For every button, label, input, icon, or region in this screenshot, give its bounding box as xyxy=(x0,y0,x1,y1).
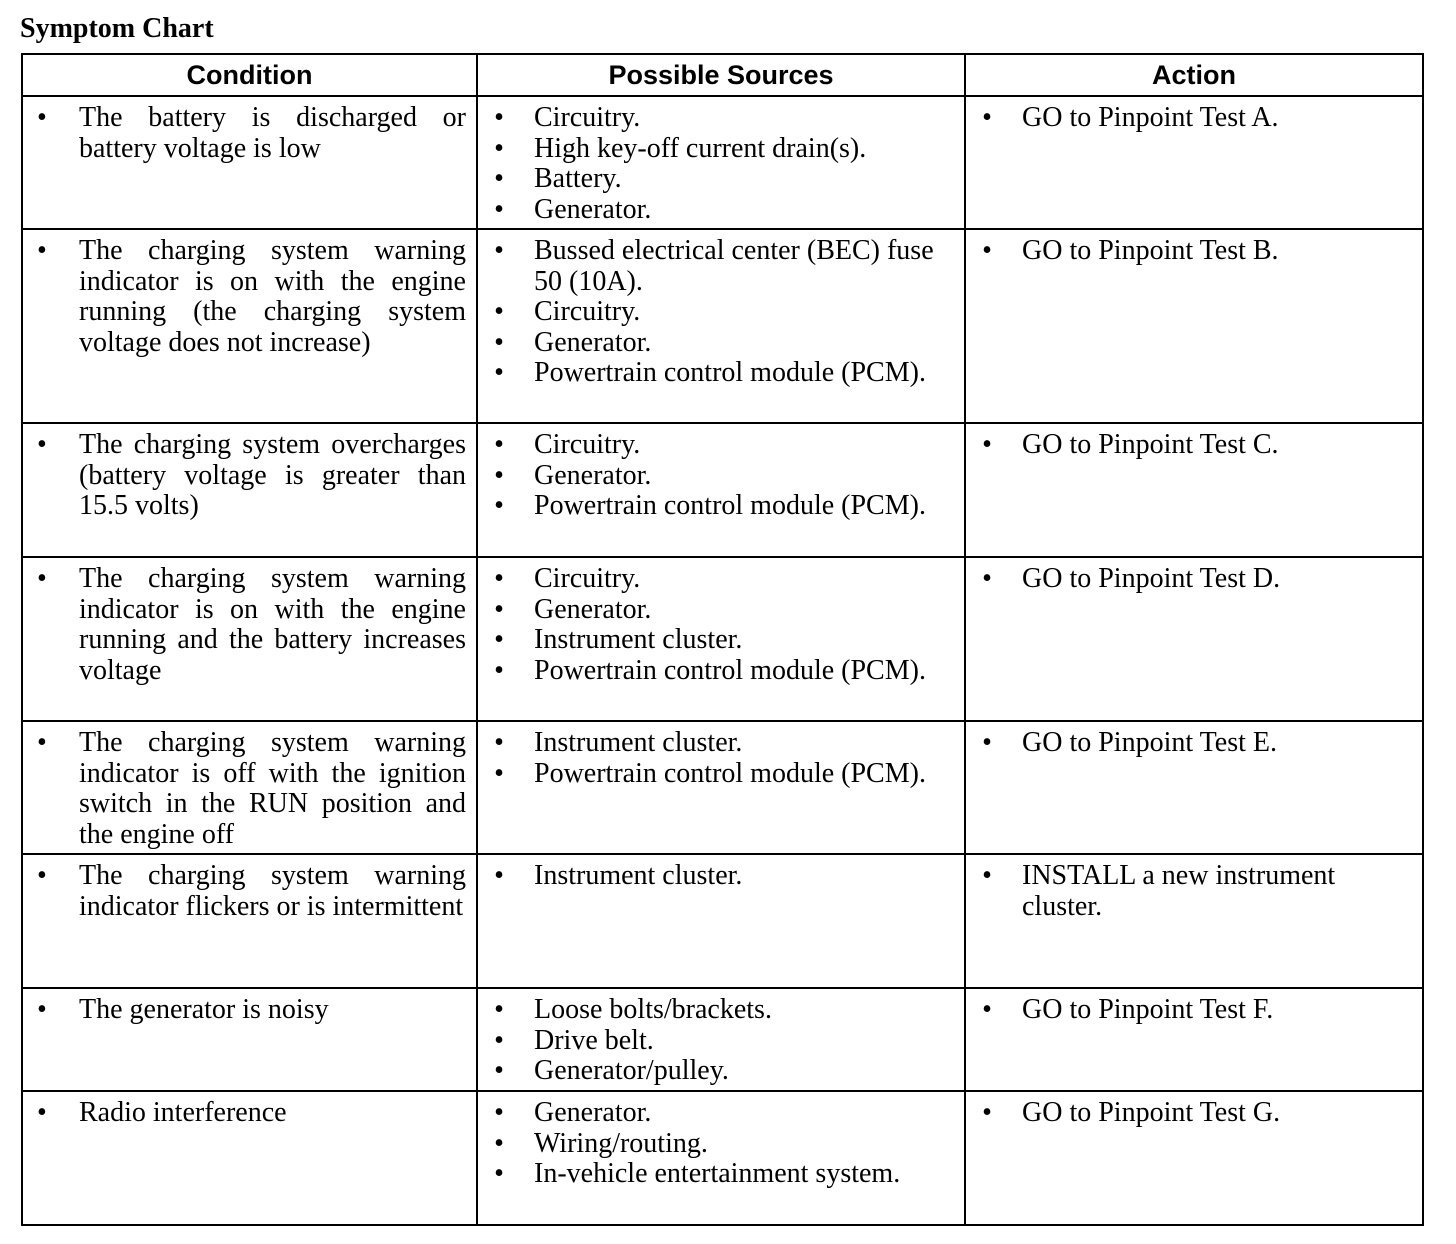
action-cell xyxy=(965,229,1423,423)
list-item xyxy=(478,564,964,595)
bullet-list xyxy=(478,230,964,389)
condition-cell xyxy=(22,1091,477,1225)
list-item-text: The charging system warning indicator is on with the engine running (the charging system voltage does not increase) xyxy=(79,235,466,358)
list-item xyxy=(478,236,964,297)
list-item-text: GO to Pinpoint Test F. xyxy=(1022,994,1274,1025)
table-row xyxy=(22,557,1423,721)
bullet-icon: • xyxy=(494,727,504,758)
list-item-text: The charging system warning indicator is on with the engine running and the battery increases voltage xyxy=(79,563,466,686)
symptom-chart-table xyxy=(21,53,1424,1226)
table-row xyxy=(22,988,1423,1091)
bullet-icon: • xyxy=(37,727,47,758)
condition-cell xyxy=(22,557,477,721)
action-cell xyxy=(965,988,1423,1091)
bullet-list xyxy=(966,989,1422,1026)
list-item-text: INSTALL a new instrument cluster. xyxy=(1022,860,1336,922)
bullet-icon: • xyxy=(494,429,504,460)
bullet-icon: • xyxy=(982,563,992,594)
list-item xyxy=(23,1098,476,1129)
list-item-text: Circuitry. xyxy=(534,429,641,460)
list-item xyxy=(478,195,964,226)
bullet-icon: • xyxy=(982,429,992,460)
list-item xyxy=(966,1098,1422,1129)
bullet-icon: • xyxy=(494,757,504,789)
list-item xyxy=(478,1026,964,1057)
list-item-text: Bussed electrical center (BEC) fuse 50 (10A). xyxy=(534,235,934,297)
list-item xyxy=(478,328,964,359)
list-item xyxy=(23,430,476,522)
list-item xyxy=(966,861,1422,922)
list-item xyxy=(23,995,476,1026)
list-item xyxy=(478,491,964,522)
bullet-icon: • xyxy=(982,994,992,1025)
action-cell xyxy=(965,557,1423,721)
list-item-text: Generator. xyxy=(534,1097,652,1128)
possible-sources-cell xyxy=(477,988,965,1091)
list-item-text: Generator. xyxy=(534,193,652,225)
bullet-list xyxy=(966,558,1422,595)
bullet-icon: • xyxy=(494,490,504,521)
bullet-list xyxy=(966,424,1422,461)
list-item-text: GO to Pinpoint Test E. xyxy=(1022,727,1277,758)
list-item xyxy=(478,656,964,687)
bullet-list xyxy=(23,989,476,1026)
bullet-list xyxy=(478,558,964,686)
bullet-icon: • xyxy=(494,1024,504,1056)
column-header-action: Action xyxy=(965,54,1423,96)
list-item-text: Radio interference xyxy=(79,1097,287,1128)
condition-cell xyxy=(22,721,477,854)
list-item-text: Generator. xyxy=(534,459,652,491)
list-item xyxy=(478,1159,964,1190)
list-item xyxy=(966,728,1422,759)
list-item-text: GO to Pinpoint Test A. xyxy=(1022,102,1279,133)
table-row xyxy=(22,96,1423,229)
list-item xyxy=(478,995,964,1026)
condition-cell xyxy=(22,988,477,1091)
bullet-icon: • xyxy=(494,1158,504,1189)
list-item xyxy=(23,861,476,922)
list-item xyxy=(478,728,964,759)
list-item xyxy=(478,103,964,134)
bullet-icon: • xyxy=(494,624,504,655)
list-item-text: The generator is noisy xyxy=(79,994,329,1025)
list-item-text: High key-off current drain(s). xyxy=(534,132,867,164)
bullet-list xyxy=(478,855,964,892)
list-item-text: Loose bolts/brackets. xyxy=(534,994,772,1025)
bullet-icon: • xyxy=(494,357,504,388)
action-cell xyxy=(965,721,1423,854)
list-item-text: Circuitry. xyxy=(534,102,641,133)
bullet-icon: • xyxy=(494,563,504,594)
list-item xyxy=(478,1098,964,1129)
bullet-list xyxy=(478,424,964,522)
bullet-icon: • xyxy=(37,994,47,1025)
bullet-icon: • xyxy=(494,860,504,891)
bullet-icon: • xyxy=(494,326,504,358)
header-row xyxy=(22,54,1423,96)
bullet-list xyxy=(966,855,1422,922)
bullet-list xyxy=(23,855,476,922)
page-title: Symptom Chart xyxy=(20,13,214,44)
bullet-list xyxy=(23,424,476,522)
list-item xyxy=(478,1056,964,1087)
bullet-icon: • xyxy=(982,727,992,758)
bullet-list xyxy=(478,722,964,789)
list-item-text: In-vehicle entertainment system. xyxy=(534,1158,901,1189)
possible-sources-cell xyxy=(477,1091,965,1225)
list-item-text: Instrument cluster. xyxy=(534,860,743,891)
bullet-icon: • xyxy=(494,593,504,625)
bullet-icon: • xyxy=(982,102,992,133)
bullet-icon: • xyxy=(494,235,504,266)
bullet-icon: • xyxy=(37,102,47,133)
bullet-icon: • xyxy=(37,429,47,460)
list-item-text: GO to Pinpoint Test D. xyxy=(1022,563,1281,594)
list-item xyxy=(478,1129,964,1160)
possible-sources-cell xyxy=(477,854,965,988)
bullet-icon: • xyxy=(494,1055,504,1086)
bullet-list xyxy=(23,1092,476,1129)
bullet-icon: • xyxy=(494,132,504,164)
bullet-icon: • xyxy=(494,1127,504,1159)
bullet-icon: • xyxy=(494,163,504,194)
list-item-text: Instrument cluster. xyxy=(534,727,743,758)
list-item-text: The charging system overcharges (battery voltage is greater than 15.5 volts) xyxy=(79,429,466,521)
action-cell xyxy=(965,96,1423,229)
table-row xyxy=(22,1091,1423,1225)
list-item xyxy=(478,461,964,492)
list-item-text: GO to Pinpoint Test B. xyxy=(1022,235,1279,266)
bullet-icon: • xyxy=(494,1097,504,1128)
bullet-list xyxy=(966,97,1422,134)
list-item xyxy=(478,595,964,626)
list-item-text: Generator/pulley. xyxy=(534,1055,729,1086)
possible-sources-cell xyxy=(477,557,965,721)
bullet-list xyxy=(23,722,476,850)
action-cell xyxy=(965,854,1423,988)
list-item-text: The charging system warning indicator is off with the ignition switch in the RUN position and the engine off xyxy=(79,727,466,850)
bullet-icon: • xyxy=(494,994,504,1025)
list-item xyxy=(478,164,964,195)
table-row xyxy=(22,229,1423,423)
possible-sources-cell xyxy=(477,721,965,854)
bullet-list xyxy=(23,230,476,358)
list-item-text: Circuitry. xyxy=(534,296,641,327)
bullet-list xyxy=(478,1092,964,1190)
condition-cell xyxy=(22,423,477,557)
bullet-icon: • xyxy=(982,860,992,891)
condition-cell xyxy=(22,854,477,988)
list-item-text: Powertrain control module (PCM). xyxy=(534,757,926,789)
possible-sources-cell xyxy=(477,423,965,557)
action-cell xyxy=(965,1091,1423,1225)
bullet-list xyxy=(966,722,1422,759)
list-item xyxy=(23,564,476,686)
condition-cell xyxy=(22,229,477,423)
bullet-icon: • xyxy=(37,563,47,594)
list-item-text: Powertrain control module (PCM). xyxy=(534,357,926,388)
bullet-icon: • xyxy=(494,193,504,225)
list-item-text: Drive belt. xyxy=(534,1024,654,1056)
list-item-text: Wiring/routing. xyxy=(534,1127,708,1159)
list-item xyxy=(478,134,964,165)
list-item-text: Powertrain control module (PCM). xyxy=(534,654,926,686)
bullet-icon: • xyxy=(37,235,47,266)
list-item xyxy=(966,430,1422,461)
bullet-icon: • xyxy=(37,1097,47,1128)
bullet-list xyxy=(23,558,476,686)
list-item-text: The charging system warning indicator flickers or is intermittent xyxy=(79,860,466,922)
list-item-text: GO to Pinpoint Test G. xyxy=(1022,1097,1281,1128)
bullet-icon: • xyxy=(982,235,992,266)
table-body xyxy=(22,96,1423,1225)
list-item-text: Battery. xyxy=(534,163,622,194)
action-cell xyxy=(965,423,1423,557)
list-item xyxy=(478,861,964,892)
bullet-list xyxy=(23,97,476,164)
list-item xyxy=(966,564,1422,595)
table-row xyxy=(22,423,1423,557)
list-item-text: Generator. xyxy=(534,593,652,625)
list-item xyxy=(478,297,964,328)
list-item xyxy=(23,103,476,164)
table-row xyxy=(22,854,1423,988)
column-header-possible-sources: Possible Sources xyxy=(477,54,965,96)
bullet-list xyxy=(966,1092,1422,1129)
bullet-list xyxy=(966,230,1422,267)
bullet-icon: • xyxy=(494,102,504,133)
table-row xyxy=(22,721,1423,854)
list-item xyxy=(478,358,964,389)
list-item xyxy=(966,995,1422,1026)
list-item xyxy=(23,728,476,850)
bullet-list xyxy=(478,97,964,225)
list-item-text: Generator. xyxy=(534,326,652,358)
bullet-icon: • xyxy=(494,654,504,686)
bullet-list xyxy=(478,989,964,1087)
bullet-icon: • xyxy=(494,296,504,327)
possible-sources-cell xyxy=(477,96,965,229)
list-item xyxy=(966,103,1422,134)
possible-sources-cell xyxy=(477,229,965,423)
list-item xyxy=(478,759,964,790)
list-item-text: Circuitry. xyxy=(534,563,641,594)
list-item-text: The battery is discharged or battery voltage is low xyxy=(79,102,466,164)
list-item-text: GO to Pinpoint Test C. xyxy=(1022,429,1279,460)
column-header-condition: Condition xyxy=(22,54,477,96)
bullet-icon: • xyxy=(494,459,504,491)
list-item-text: Instrument cluster. xyxy=(534,624,743,655)
list-item xyxy=(23,236,476,358)
bullet-icon: • xyxy=(982,1097,992,1128)
condition-cell xyxy=(22,96,477,229)
list-item-text: Powertrain control module (PCM). xyxy=(534,490,926,521)
list-item xyxy=(478,430,964,461)
list-item xyxy=(478,625,964,656)
bullet-icon: • xyxy=(37,860,47,891)
list-item xyxy=(966,236,1422,267)
